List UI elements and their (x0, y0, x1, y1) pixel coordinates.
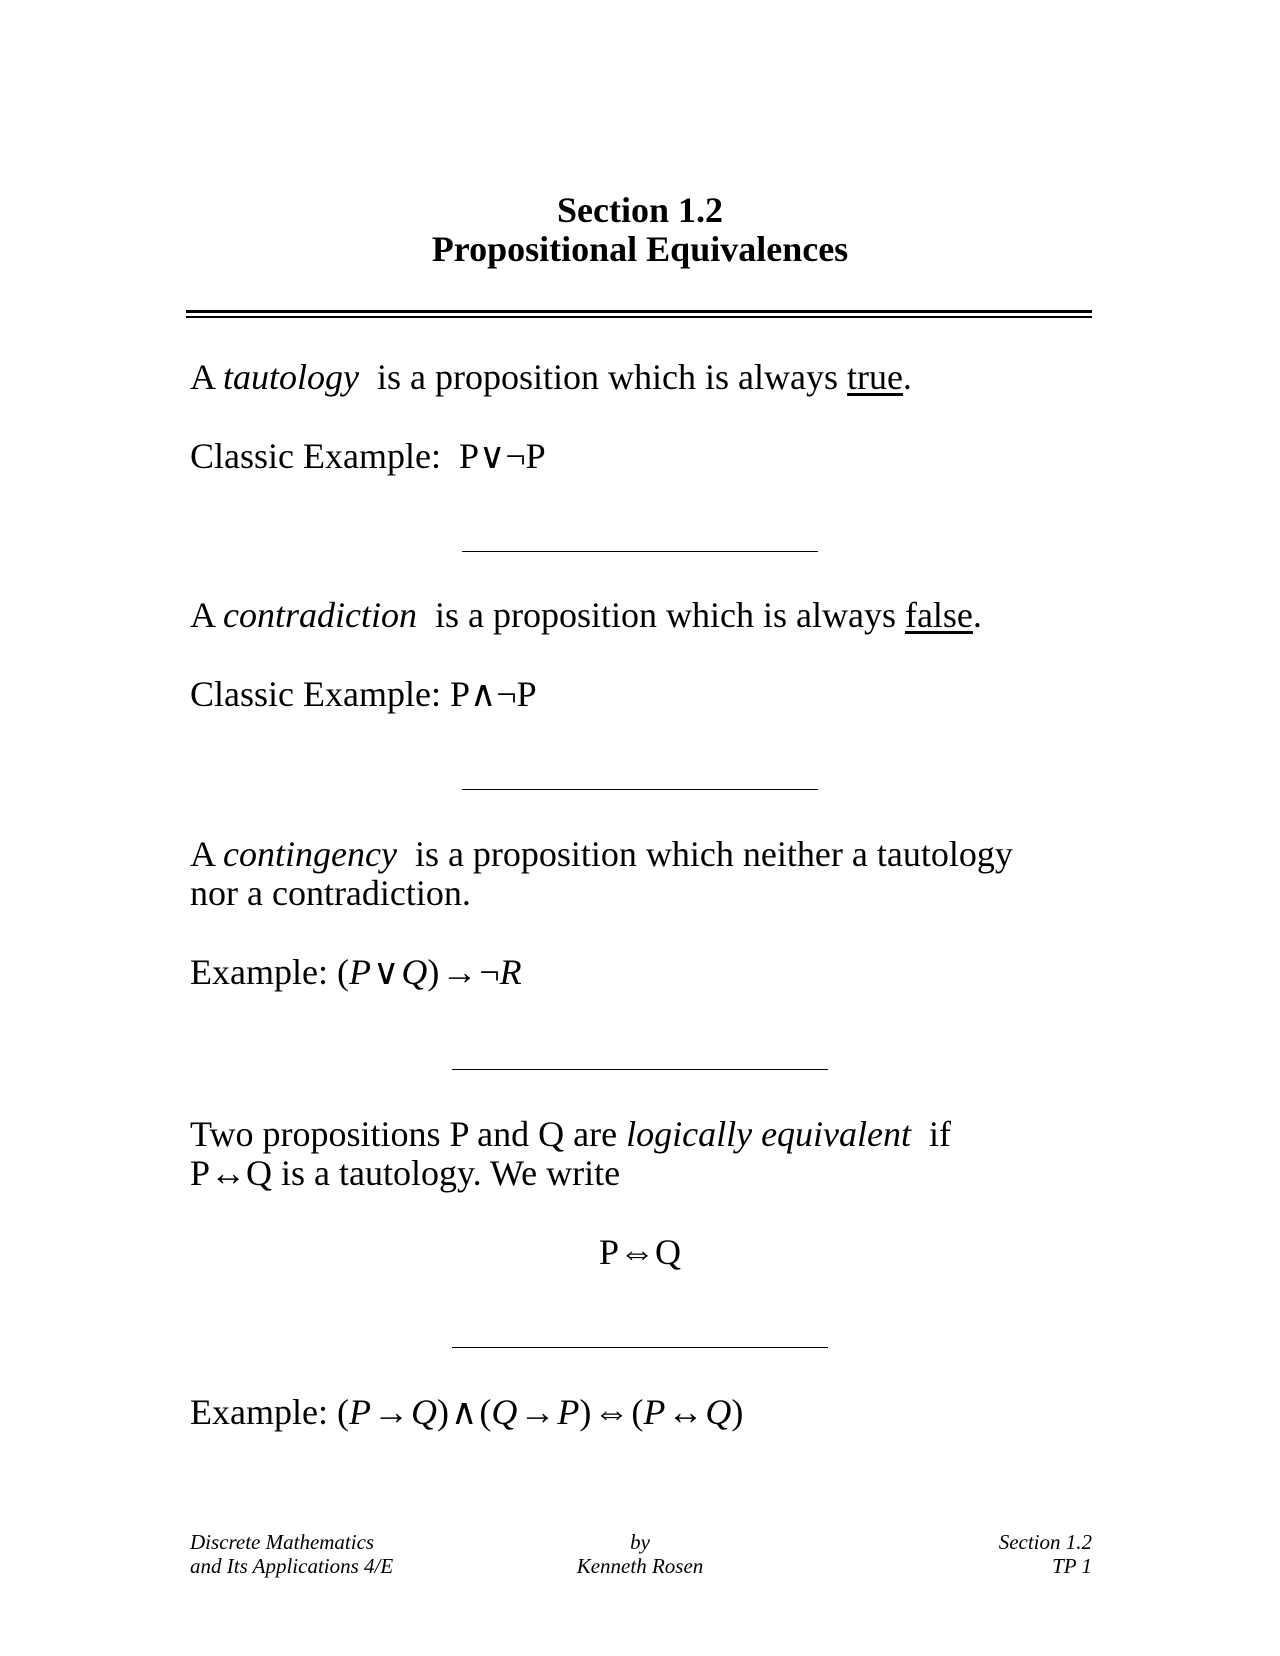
contradiction-definition (190, 596, 982, 634)
footer-by: by (630, 1530, 650, 1554)
biconditional-symbol: ↔ (667, 1392, 704, 1432)
footer-section (999, 1530, 1092, 1578)
var-q: Q (491, 1392, 518, 1432)
equivalence-definition-line2: P↔Q is a tautology. We write (190, 1153, 621, 1193)
footer-author (540, 1530, 740, 1578)
var-p: P (348, 952, 371, 992)
footer-section-number: Section 1.2 (998, 1530, 1092, 1554)
var-q: Q (401, 952, 428, 992)
paren-open: ( (631, 1392, 644, 1432)
var-r: R (499, 952, 522, 992)
and-symbol: ∧ (450, 1392, 478, 1432)
tautology-definition (190, 358, 912, 396)
header-rule-bottom (186, 316, 1092, 318)
paren-close: ) (579, 1392, 592, 1432)
paren-open: ( (336, 952, 349, 992)
neg-symbol: ¬ (479, 952, 500, 992)
contradiction-prefix: A (190, 595, 224, 635)
contingency-term: contingency (223, 834, 397, 874)
implies-symbol: → (441, 952, 478, 992)
separator-3 (452, 1069, 828, 1070)
equivalence-end: if (911, 1114, 952, 1154)
contradiction-example-formula: P∧¬P (449, 674, 537, 714)
footer-author-name: Kenneth Rosen (576, 1554, 704, 1578)
implies-symbol: → (519, 1392, 556, 1432)
paren-close: ) (731, 1392, 744, 1432)
header-rule-top (186, 310, 1092, 313)
contradiction-mid: is a proposition which is always (417, 595, 905, 635)
contradiction-example (190, 675, 537, 713)
final-example (190, 1393, 743, 1431)
var-q: Q (410, 1392, 437, 1432)
tautology-mid: is a proposition which is always (359, 357, 847, 397)
contingency-definition-line1 (190, 835, 1013, 873)
paren-open: ( (479, 1392, 492, 1432)
tautology-prefix: A (190, 357, 224, 397)
footer-book-line1: Discrete Mathematics (190, 1530, 375, 1554)
footer-book-title (190, 1530, 393, 1578)
paren-open: ( (336, 1392, 349, 1432)
equivalence-definition-line1 (190, 1115, 951, 1153)
contradiction-example-label: Classic Example: (190, 674, 450, 714)
contingency-prefix: A (190, 834, 224, 874)
contingency-example-label: Example: (190, 952, 337, 992)
contradiction-term: contradiction (223, 595, 417, 635)
final-example-label: Example: (190, 1392, 337, 1432)
section-number: Section 1.2 (557, 190, 723, 230)
tautology-suffix: . (902, 357, 912, 397)
tautology-example-label: Classic Example: (190, 436, 459, 476)
footer-book-line2: and Its Applications 4/E (190, 1554, 394, 1578)
implies-symbol: → (372, 1392, 409, 1432)
or-symbol: ∨ (372, 952, 400, 992)
paren-close: ) (427, 952, 440, 992)
page-title: Propositional Equivalences (431, 229, 849, 269)
equivalence-start: Two propositions P and Q are (190, 1114, 627, 1154)
var-p: P (557, 1392, 580, 1432)
var-q: Q (705, 1392, 732, 1432)
tautology-example (190, 437, 546, 475)
contingency-definition-line2: nor a contradiction. (190, 873, 471, 913)
paren-close: ) (436, 1392, 449, 1432)
tautology-example-formula: P∨¬P (458, 436, 546, 476)
var-p: P (643, 1392, 666, 1432)
tautology-term: tautology (223, 357, 359, 397)
contradiction-suffix: . (972, 595, 982, 635)
equivalence-term: logically equivalent (626, 1114, 912, 1154)
separator-4 (452, 1347, 828, 1348)
separator-1 (462, 551, 818, 552)
var-p: P (348, 1392, 371, 1432)
contradiction-key: false (904, 595, 973, 635)
contingency-example (190, 953, 522, 991)
footer-page-id: TP 1 (1052, 1554, 1092, 1578)
separator-2 (462, 789, 818, 790)
contingency-rest: is a proposition which neither a tautology (396, 834, 1013, 874)
equivalence-notation: P⇔Q (598, 1232, 682, 1272)
equivalence-symbol: ⇔ (593, 1392, 630, 1432)
tautology-key: true (846, 357, 903, 397)
